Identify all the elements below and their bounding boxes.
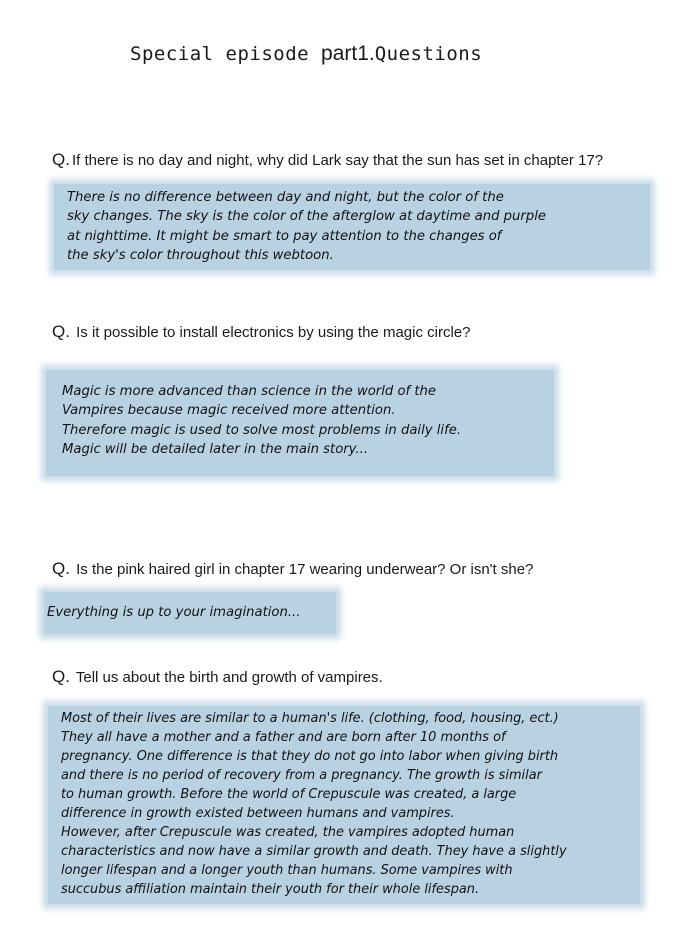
question-label: Q. xyxy=(52,150,70,169)
answer-line: Magic is more advanced than science in the world of the xyxy=(62,384,436,399)
answer-line: at nighttime. It might be smart to pay attention to the changes of xyxy=(67,228,502,244)
answer-line: However, after Crepuscule was created, the vampires adopted human xyxy=(61,825,515,840)
answer-3 xyxy=(47,603,300,622)
question-label: Q. xyxy=(52,667,70,686)
answer-line: pregnancy. One difference is that they do not go into labor when giving birth xyxy=(61,749,559,764)
question-label: Q. xyxy=(52,559,70,578)
answer-line: Vampires because magic received more attention. xyxy=(62,403,396,419)
question-text: Is the pink haired girl in chapter 17 wearing underwear? Or isn't she? xyxy=(76,561,534,578)
question-2 xyxy=(52,322,470,342)
question-label: Q. xyxy=(52,322,70,341)
answer-4 xyxy=(61,709,567,899)
answer-line: Most of their lives are similar to a human's life. (clothing, food, housing, ect.) xyxy=(61,711,559,726)
question-text: Tell us about the birth and growth of vampires. xyxy=(75,669,383,686)
title-sub: Questions xyxy=(374,43,483,65)
answer-line: Magic will be detailed later in the main story... xyxy=(62,441,369,457)
answer-line: difference in growth existed between humans and vampires. xyxy=(61,806,455,821)
answer-line: Everything is up to your imagination... xyxy=(47,605,301,620)
answer-line: the sky's color throughout this webtoon. xyxy=(67,247,334,263)
question-text: If there is no day and night, why did Lark say that the sun has set in chapter 17? xyxy=(71,152,604,169)
answer-line: and there is no period of recovery from a pregnancy. The growth is similar xyxy=(61,768,542,783)
question-text: Is it possible to install electronics by using the magic circle? xyxy=(76,324,471,341)
answer-1 xyxy=(67,188,546,265)
answer-line: longer lifespan and a longer youth than humans. Some vampires with xyxy=(61,863,513,878)
answer-line: Therefore magic is used to solve most problems in daily life. xyxy=(62,422,462,438)
answer-line: They all have a mother and a father and are born after 10 months of xyxy=(61,730,506,745)
answer-line: sky changes. The sky is the color of the afterglow at daytime and purple xyxy=(67,209,546,225)
title-part: part1. xyxy=(321,42,375,65)
answer-line: to human growth. Before the world of Crepuscule was created, a large xyxy=(61,787,517,802)
question-4 xyxy=(52,667,383,687)
answer-line: There is no difference between day and night, but the color of the xyxy=(67,190,504,205)
answer-2 xyxy=(62,382,461,459)
question-3 xyxy=(52,559,533,579)
question-1 xyxy=(52,150,603,170)
answer-line: characteristics and now have a similar growth and death. They have a slightly xyxy=(61,844,567,859)
answer-line: succubus affiliation maintain their youth for their whole lifespan. xyxy=(61,882,480,897)
title-main: Special episode xyxy=(130,43,322,65)
page-title xyxy=(130,42,482,66)
